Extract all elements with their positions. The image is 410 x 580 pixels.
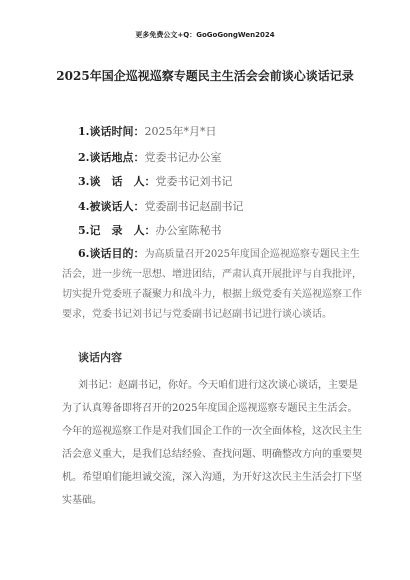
meta-talkee-label: 4.被谈话人： xyxy=(78,200,145,213)
meta-talker xyxy=(78,174,368,190)
meta-time-label: 1.谈话时间： xyxy=(78,125,145,138)
meta-purpose-value: 为高质量召开2025年度国企巡视巡察专题民主生活会，进一步统一思想、增进团结，严肃认真开展批评与自我批评，切实提升党委班子凝聚力和战斗力，根据上级党委有关巡视巡察工作要求，党委书记刘书记与党委副书记赵副书记进行谈心谈话。 xyxy=(62,249,362,320)
document-title: 2025年国企巡视巡察专题民主生活会会前谈心谈话记录 xyxy=(56,69,354,83)
meta-time xyxy=(78,124,368,140)
meta-talker-value: 党委书记刘书记 xyxy=(155,175,233,188)
section-heading: 谈话内容 xyxy=(78,351,122,364)
meta-talkee xyxy=(78,199,368,215)
meta-talkee-value: 党委副书记赵副书记 xyxy=(144,200,244,213)
meta-recorder-label: 5.记 录 人： xyxy=(78,224,156,237)
meta-time-value: 2025年*月*日 xyxy=(144,125,217,138)
meta-recorder-value: 办公室陈秘书 xyxy=(155,224,222,237)
meta-talker-label: 3.谈 话 人： xyxy=(78,175,156,188)
meta-place-label: 2.谈话地点： xyxy=(78,151,145,164)
meta-place-value: 党委书记办公室 xyxy=(144,151,222,164)
content-paragraph: 刘书记：赵副书记，你好。今天咱们进行这次谈心谈话，主要是为了认真筹备即将召开的2025年度国企巡视巡察专题民主生活会。今年的巡视巡察工作是对我们国企工作的一次全面体检，这次民主生活会意义重大，是我们总结经验、查找问题、明确整改方向的重要契机。希望咱们能坦诚交流，深入沟通，为开好这次民主生活会打下坚实基础。 xyxy=(62,380,362,506)
header-note: 更多免费公文+Q：GoGoGongWen2024 xyxy=(135,31,275,39)
meta-place xyxy=(78,150,368,166)
meta-purpose-label: 6.谈话目的： xyxy=(78,247,145,260)
meta-purpose xyxy=(62,244,362,325)
meta-recorder xyxy=(78,223,368,239)
